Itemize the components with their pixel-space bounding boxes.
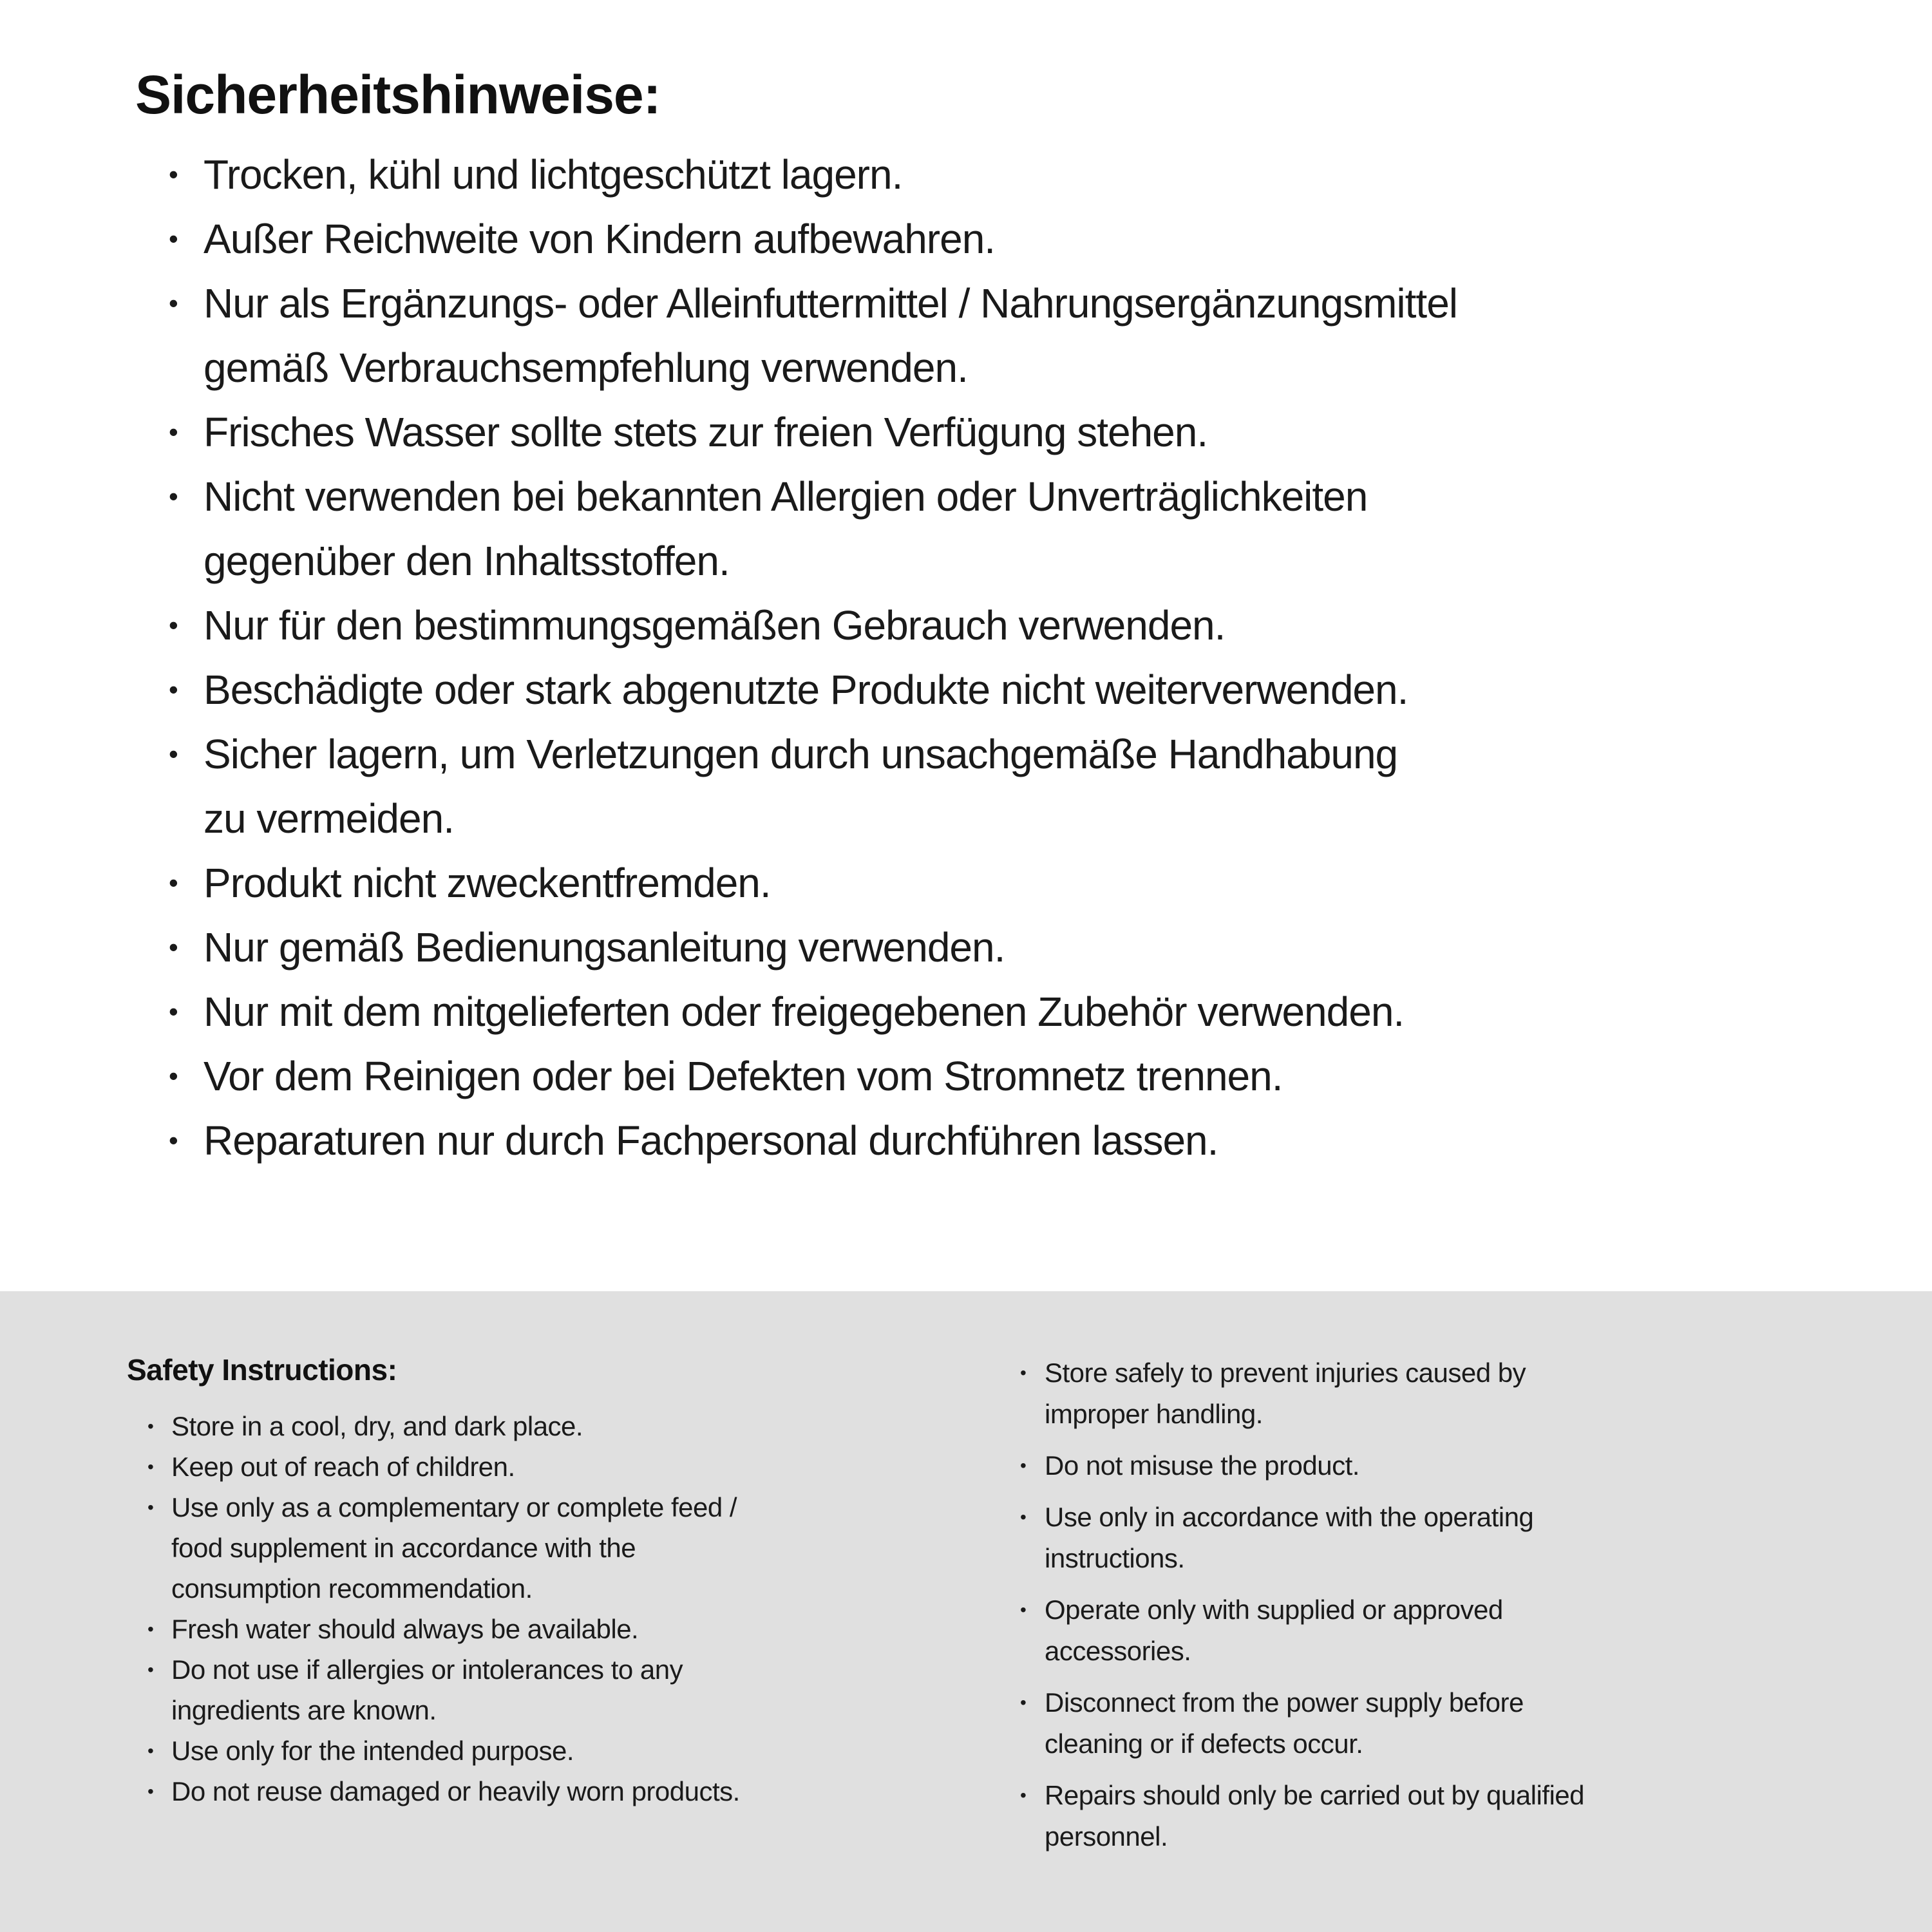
list-item bbox=[169, 658, 1855, 722]
list-item-text bbox=[204, 207, 1855, 271]
list-item bbox=[169, 1108, 1855, 1173]
text-line: cleaning or if defects occur. bbox=[1045, 1728, 1363, 1759]
bullet-icon: • bbox=[1020, 1692, 1027, 1712]
german-section-title: Sicherheitshinweise: bbox=[135, 64, 661, 125]
list-item bbox=[169, 271, 1855, 400]
bullet-icon: • bbox=[1020, 1785, 1027, 1805]
bullet-icon: • bbox=[169, 932, 178, 962]
bullet-icon: • bbox=[169, 159, 178, 189]
list-item-text bbox=[171, 1730, 1018, 1771]
bullet-icon: • bbox=[169, 739, 178, 769]
text-line: Sicher lagern, um Verletzungen durch unsachgemäße Handhabung bbox=[204, 731, 1398, 777]
list-item bbox=[169, 400, 1855, 464]
text-line: ingredients are known. bbox=[171, 1695, 437, 1726]
bullet-icon: • bbox=[169, 481, 178, 511]
text-line: Außer Reichweite von Kindern aufbewahren. bbox=[204, 216, 996, 262]
list-item-text bbox=[1045, 1352, 1868, 1435]
text-line: instructions. bbox=[1045, 1543, 1185, 1573]
bullet-icon: • bbox=[169, 610, 178, 640]
bullet-icon: • bbox=[147, 1660, 154, 1680]
list-item-text bbox=[204, 271, 1855, 400]
list-item bbox=[147, 1649, 1018, 1730]
bullet-icon: • bbox=[1020, 1600, 1027, 1620]
text-line: Operate only with supplied or approved bbox=[1045, 1595, 1503, 1625]
english-right-bullet-list bbox=[1018, 1352, 1868, 1857]
text-line: gegenüber den Inhaltsstoffen. bbox=[204, 538, 730, 584]
text-line: Do not reuse damaged or heavily worn products. bbox=[171, 1776, 740, 1807]
list-item bbox=[1020, 1775, 1868, 1857]
bullet-icon: • bbox=[1020, 1363, 1027, 1383]
list-item bbox=[147, 1771, 1018, 1812]
list-item-text bbox=[204, 658, 1855, 722]
list-item bbox=[1020, 1589, 1868, 1672]
list-item bbox=[169, 593, 1855, 658]
list-item bbox=[169, 980, 1855, 1044]
bullet-icon: • bbox=[169, 674, 178, 705]
text-line: Disconnect from the power supply before bbox=[1045, 1687, 1524, 1718]
text-line: Frisches Wasser sollte stets zur freien Verfügung stehen. bbox=[204, 409, 1208, 455]
list-item-text bbox=[204, 1108, 1855, 1173]
bullet-icon: • bbox=[1020, 1455, 1027, 1475]
list-item-text bbox=[171, 1487, 1018, 1609]
bullet-icon: • bbox=[169, 223, 178, 254]
text-line: personnel. bbox=[1045, 1821, 1168, 1852]
text-line: gemäß Verbrauchsempfehlung verwenden. bbox=[204, 345, 968, 391]
text-line: Nur für den bestimmungsgemäßen Gebrauch verwenden. bbox=[204, 602, 1226, 649]
text-line: Vor dem Reinigen oder bei Defekten vom Stromnetz trennen. bbox=[204, 1053, 1283, 1099]
english-left-bullet-list bbox=[127, 1406, 1018, 1812]
bullet-icon: • bbox=[1020, 1507, 1027, 1527]
bullet-icon: • bbox=[169, 1125, 178, 1155]
text-line: improper handling. bbox=[1045, 1399, 1263, 1429]
list-item bbox=[1020, 1682, 1868, 1765]
text-line: consumption recommendation. bbox=[171, 1573, 533, 1604]
bullet-icon: • bbox=[169, 996, 178, 1027]
list-item-text bbox=[1045, 1445, 1868, 1486]
list-item bbox=[147, 1406, 1018, 1446]
list-item-text bbox=[171, 1406, 1018, 1446]
text-line: Do not misuse the product. bbox=[1045, 1450, 1359, 1481]
english-left-column bbox=[127, 1352, 1018, 1812]
list-item-text bbox=[171, 1771, 1018, 1812]
list-item-text bbox=[1045, 1589, 1868, 1672]
german-bullet-list bbox=[135, 142, 1855, 1173]
list-item-text bbox=[1045, 1682, 1868, 1765]
text-line: Store in a cool, dry, and dark place. bbox=[171, 1411, 583, 1442]
bullet-icon: • bbox=[147, 1497, 154, 1518]
bullet-icon: • bbox=[169, 867, 178, 898]
list-item bbox=[1020, 1445, 1868, 1486]
text-line: Trocken, kühl und lichtgeschützt lagern. bbox=[204, 151, 903, 198]
list-item-text bbox=[204, 142, 1855, 207]
bullet-icon: • bbox=[147, 1781, 154, 1802]
list-item bbox=[169, 207, 1855, 271]
text-line: Nur mit dem mitgelieferten oder freigegebenen Zubehör verwenden. bbox=[204, 989, 1405, 1035]
list-item-text bbox=[171, 1649, 1018, 1730]
text-line: Store safely to prevent injuries caused by bbox=[1045, 1358, 1526, 1388]
list-item bbox=[1020, 1497, 1868, 1579]
text-line: Nur gemäß Bedienungsanleitung verwenden. bbox=[204, 924, 1005, 971]
text-line: Use only in accordance with the operating bbox=[1045, 1502, 1534, 1532]
bullet-icon: • bbox=[169, 417, 178, 447]
bullet-icon: • bbox=[169, 288, 178, 318]
list-item-text bbox=[1045, 1775, 1868, 1857]
list-item bbox=[169, 851, 1855, 915]
list-item-text bbox=[204, 915, 1855, 980]
list-item bbox=[169, 142, 1855, 207]
text-line: Use only as a complementary or complete feed / bbox=[171, 1492, 737, 1523]
text-line: Nur als Ergänzungs- oder Alleinfuttermittel / Nahrungsergänzungsmittel bbox=[204, 280, 1457, 327]
list-item bbox=[169, 464, 1855, 593]
list-item bbox=[169, 1044, 1855, 1108]
list-item-text bbox=[204, 980, 1855, 1044]
text-line: Repairs should only be carried out by qualified bbox=[1045, 1780, 1585, 1810]
text-line: zu vermeiden. bbox=[204, 795, 454, 842]
text-line: Do not use if allergies or intolerances to any bbox=[171, 1654, 683, 1685]
list-item-text bbox=[204, 464, 1855, 593]
english-right-column bbox=[1018, 1352, 1868, 1868]
english-section bbox=[0, 1291, 1932, 1932]
list-item bbox=[147, 1609, 1018, 1649]
text-line: Keep out of reach of children. bbox=[171, 1452, 515, 1482]
bullet-icon: • bbox=[147, 1619, 154, 1640]
text-line: accessories. bbox=[1045, 1636, 1191, 1666]
list-item bbox=[169, 722, 1855, 851]
text-line: Produkt nicht zweckentfremden. bbox=[204, 860, 771, 906]
list-item-text bbox=[204, 1044, 1855, 1108]
list-item bbox=[169, 915, 1855, 980]
list-item-text bbox=[204, 722, 1855, 851]
list-item-text bbox=[171, 1446, 1018, 1487]
text-line: Beschädigte oder stark abgenutzte Produkte nicht weiterverwenden. bbox=[204, 667, 1408, 713]
list-item bbox=[147, 1446, 1018, 1487]
list-item-text bbox=[1045, 1497, 1868, 1579]
bullet-icon: • bbox=[147, 1741, 154, 1761]
list-item bbox=[147, 1730, 1018, 1771]
text-line: Reparaturen nur durch Fachpersonal durchführen lassen. bbox=[204, 1117, 1218, 1164]
text-line: Fresh water should always be available. bbox=[171, 1614, 639, 1645]
list-item-text bbox=[204, 851, 1855, 915]
english-section-title: Safety Instructions: bbox=[127, 1353, 397, 1387]
text-line: Nicht verwenden bei bekannten Allergien oder Unverträglichkeiten bbox=[204, 473, 1368, 520]
text-line: Use only for the intended purpose. bbox=[171, 1736, 574, 1766]
list-item-text bbox=[204, 400, 1855, 464]
bullet-icon: • bbox=[169, 1061, 178, 1091]
list-item-text bbox=[204, 593, 1855, 658]
bullet-icon: • bbox=[147, 1416, 154, 1437]
list-item bbox=[147, 1487, 1018, 1609]
list-item bbox=[1020, 1352, 1868, 1435]
bullet-icon: • bbox=[147, 1457, 154, 1477]
list-item-text bbox=[171, 1609, 1018, 1649]
text-line: food supplement in accordance with the bbox=[171, 1533, 636, 1564]
